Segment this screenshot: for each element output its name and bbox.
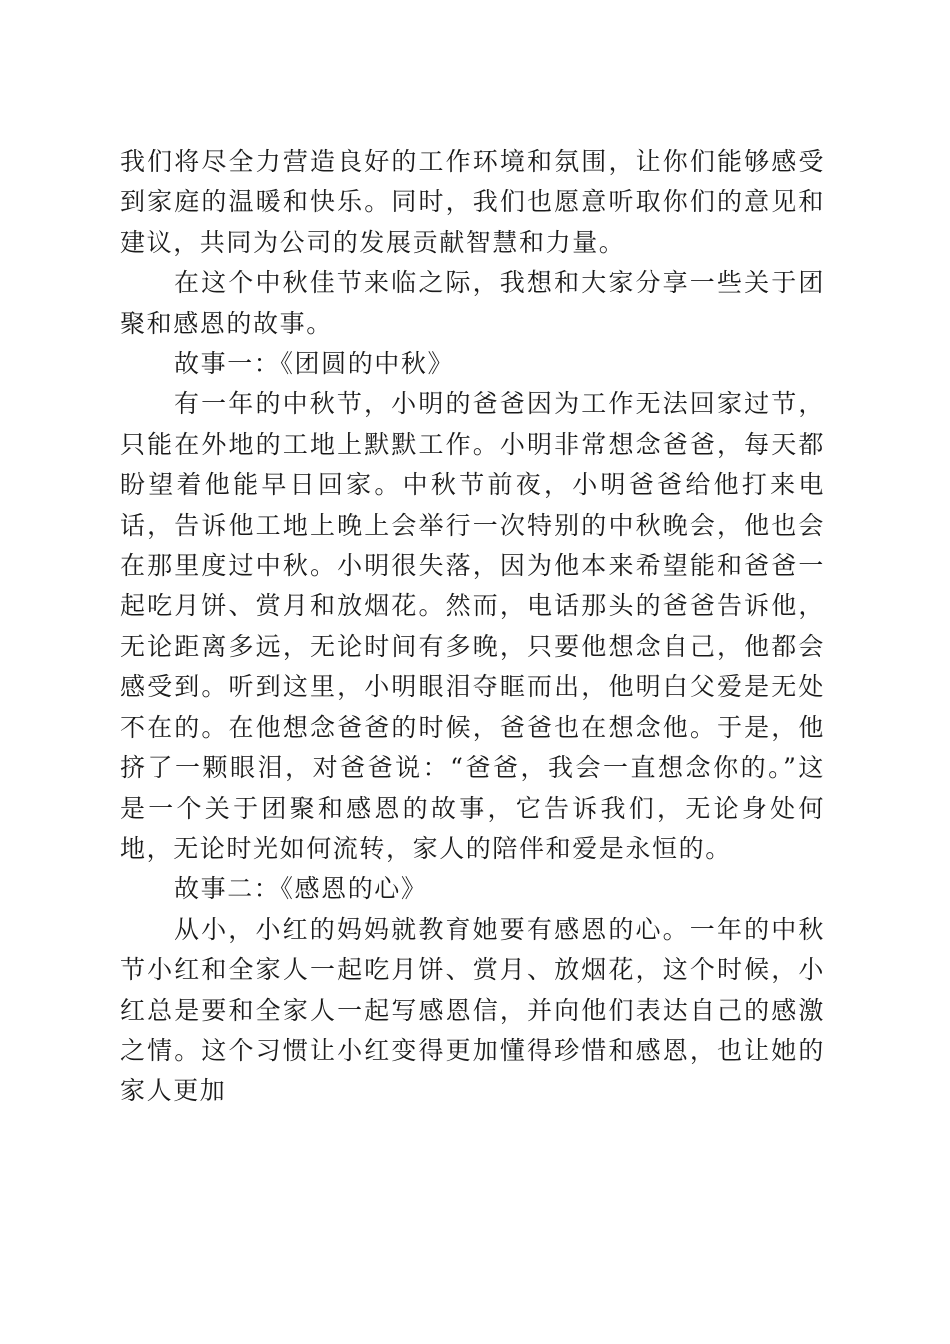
story-one-heading: 故事一：《团圆的中秋》 bbox=[174, 349, 455, 379]
story-one-body: 有一年的中秋节，小明的爸爸因为工作无法回家过节，只能在外地的工地上默默工作。小明非常想念爸爸，每天都盼望着他能早日回家。中秋节前夜，小明爸爸给他打来电话，告诉他工地上晚上会举行一次特别的中秋晚会，他也会在那里度过中秋。小明很失落，因为他本来希望能和爸爸一起吃月饼、赏月和放烟花。然而，电话那头的爸爸告诉他，无论距离多远，无论时间有多晚，只要他想念自己，他都会感受到。听到这里，小明眼泪夺眶而出，他明白父爱是无处不在的。在他想念爸爸的时候，爸爸也在想念他。于是，他挤了一颗眼泪，对爸爸说：“爸爸，我会一直想念你的。”这是一个关于团聚和感恩的故事，它告诉我们，无论身处何地，无论时光如何流转，家人的陪伴和爱是永恒的。 bbox=[120, 389, 825, 863]
paragraph-continuation: 我们将尽全力营造良好的工作环境和氛围，让你们能够感受到家庭的温暖和快乐。同时，我们也愿意听取你们的意见和建议，共同为公司的发展贡献智慧和力量。 bbox=[120, 147, 825, 257]
document-body bbox=[120, 142, 825, 1112]
paragraph-intro: 在这个中秋佳节来临之际，我想和大家分享一些关于团聚和感恩的故事。 bbox=[120, 268, 825, 338]
story-two-body: 从小，小红的妈妈就教育她要有感恩的心。一年的中秋节小红和全家人一起吃月饼、赏月、放烟花，这个时候，小红总是要和全家人一起写感恩信，并向他们表达自己的感激之情。这个习惯让小红变得更加懂得珍惜和感恩，也让她的家人更加 bbox=[120, 914, 825, 1106]
story-two-heading: 故事二：《感恩的心》 bbox=[174, 874, 428, 904]
